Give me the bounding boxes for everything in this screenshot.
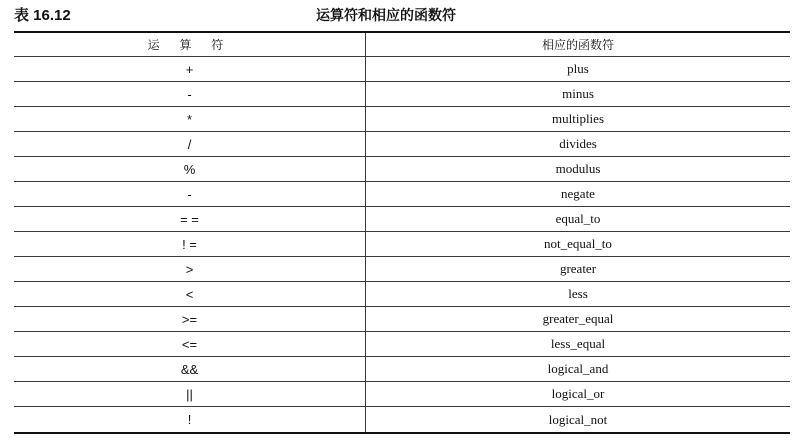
- functor-cell: modulus: [555, 161, 601, 176]
- table-row: [14, 257, 790, 282]
- operator-cell: >: [14, 257, 366, 281]
- functor-cell: equal_to: [555, 211, 601, 226]
- operator-cell: +: [14, 57, 366, 81]
- table-row: [14, 82, 790, 107]
- table-row: [14, 357, 790, 382]
- functor-cell: logical_or: [551, 386, 605, 401]
- table-row: [14, 132, 790, 157]
- operator-cell: &&: [14, 357, 366, 381]
- table-row: [14, 107, 790, 132]
- header-operator: 运 算 符: [14, 33, 366, 56]
- operator-cell: ! =: [14, 232, 366, 256]
- table-row: [14, 307, 790, 332]
- operator-cell: /: [14, 132, 366, 156]
- table-row: [14, 282, 790, 307]
- operator-cell: <: [14, 282, 366, 306]
- table-header-row: [14, 33, 790, 57]
- table-row: [14, 57, 790, 82]
- functor-cell: not_equal_to: [544, 236, 612, 251]
- table-title: 运算符和相应的函数符: [316, 8, 456, 24]
- table-number: 表 16.12: [14, 7, 71, 24]
- table-row: [14, 382, 790, 407]
- operator-table: [14, 31, 790, 434]
- operator-cell: %: [14, 157, 366, 181]
- functor-cell: logical_not: [548, 411, 608, 427]
- operator-cell: = =: [14, 207, 366, 231]
- functor-cell: divides: [559, 136, 597, 151]
- operator-cell: ||: [14, 382, 366, 406]
- functor-cell: negate: [561, 186, 595, 201]
- table-row: [14, 182, 790, 207]
- operator-cell: -: [14, 182, 366, 206]
- table-row: [14, 332, 790, 357]
- table-body: [14, 57, 790, 432]
- table-row: [14, 407, 790, 432]
- operator-cell: *: [14, 107, 366, 131]
- functor-cell: less: [568, 286, 588, 301]
- table-row: [14, 157, 790, 182]
- header-functor: 相应的函数符: [541, 38, 614, 52]
- operator-cell: >=: [14, 307, 366, 331]
- functor-cell: plus: [567, 61, 589, 76]
- functor-cell: multiplies: [552, 111, 604, 126]
- table-caption: [14, 6, 790, 26]
- functor-cell: greater: [559, 261, 597, 276]
- table-row: [14, 232, 790, 257]
- operator-cell: <=: [14, 332, 366, 356]
- functor-cell: less_equal: [550, 336, 606, 351]
- table-row: [14, 207, 790, 232]
- functor-cell: minus: [562, 86, 594, 101]
- operator-cell: -: [14, 82, 366, 106]
- operator-cell: !: [14, 407, 366, 432]
- functor-cell: logical_and: [547, 361, 609, 376]
- functor-cell: greater_equal: [542, 311, 614, 326]
